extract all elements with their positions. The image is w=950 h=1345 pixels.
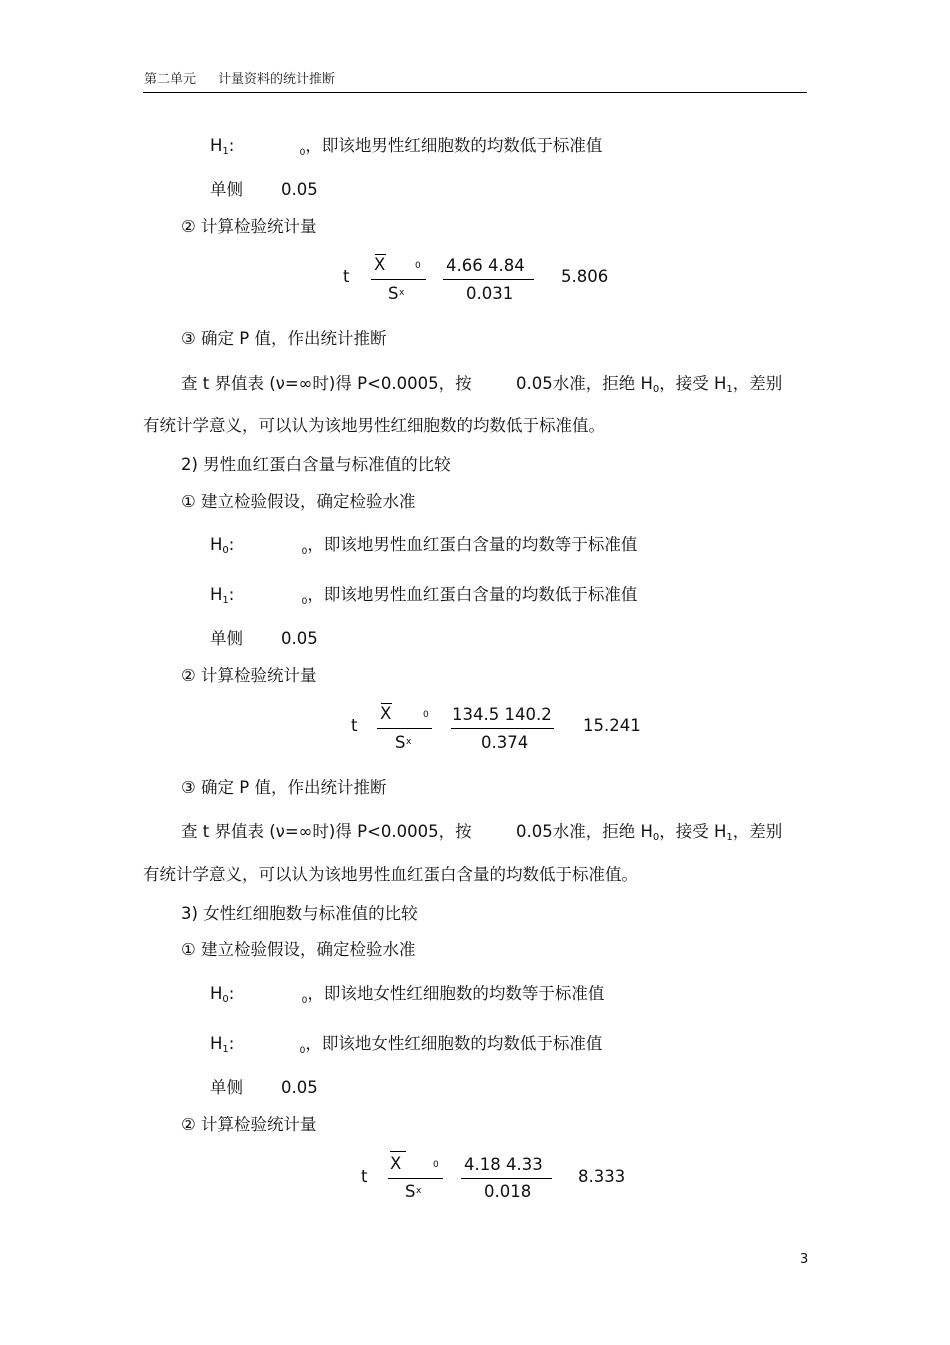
s3-h0-line: H0: $_0$，即该地女性红细胞数的均数等于标准值	[210, 984, 605, 1006]
s1-step3: ③ 确定 P 值，作出统计推断	[181, 329, 387, 348]
s2-step2: ② 计算检验统计量	[181, 666, 317, 685]
header-title: 计量资料的统计推断	[218, 72, 336, 87]
eq-numerator: 134.5 140.2	[452, 705, 552, 724]
s2-h1-line: H1: $_0$，即该地男性血红蛋白含量的均数低于标准值	[210, 585, 638, 607]
header-unit: 第二单元	[144, 72, 197, 87]
s3-title: 3) 女性红细胞数与标准值的比较	[181, 904, 418, 923]
eq-t: t	[361, 1167, 368, 1186]
s3-step2: ② 计算检验统计量	[181, 1115, 317, 1134]
eq-t: t	[343, 267, 350, 286]
s2-h0-line: H0: $_0$，即该地男性血红蛋白含量的均数等于标准值	[210, 535, 638, 557]
eq-result: 8.333	[578, 1167, 626, 1186]
s2-step3: ③ 确定 P 值，作出统计推断	[181, 778, 387, 797]
eq-denominator: 0.031	[466, 284, 514, 303]
eq-result: 5.806	[561, 267, 609, 286]
s2-step1: ① 建立检验假设，确定检验水准	[181, 492, 416, 511]
page-header	[144, 68, 335, 87]
s2-conclusion-line1: 查 t 界值表 (ν=∞时)得 P<0.0005，按 0.05水准，拒绝 H0，接受 H1，差别	[181, 822, 783, 843]
eq-t: t	[351, 716, 358, 735]
eq-xbar: X	[374, 255, 386, 274]
eq-denominator: 0.018	[484, 1182, 532, 1201]
page-number: 3	[800, 1252, 809, 1267]
s2-title: 2) 男性血红蛋白含量与标准值的比较	[181, 455, 451, 474]
s3-side-line: 单侧 0.05	[210, 1078, 318, 1097]
eq-result: 15.241	[583, 716, 641, 735]
s1-conclusion-line2: 有统计学意义，可以认为该地男性红细胞数的均数低于标准值。	[143, 416, 605, 435]
eq-numerator: 4.18 4.33	[464, 1155, 543, 1174]
s1-step2: ② 计算检验统计量	[181, 217, 317, 236]
header-rule	[143, 92, 807, 93]
s3-step1: ① 建立检验假设，确定检验水准	[181, 940, 416, 959]
s2-conclusion-line2: 有统计学意义，可以认为该地男性血红蛋白含量的均数低于标准值。	[143, 865, 638, 884]
s3-h1-line: H1: $_0$，即该地女性红细胞数的均数低于标准值	[210, 1034, 603, 1056]
s1-side-line: 单侧 0.05	[210, 180, 318, 199]
s1-h1-line: H1: $_0$，即该地男性红细胞数的均数低于标准值	[210, 136, 603, 158]
eq-xbar: X	[390, 1154, 402, 1173]
eq-xbar: X	[380, 704, 392, 723]
s1-conclusion-line1: 查 t 界值表 (ν=∞时)得 P<0.0005，按 0.05水准，拒绝 H0，接受 H1，差别	[181, 374, 783, 395]
eq-denominator: 0.374	[481, 733, 529, 752]
eq-numerator: 4.66 4.84	[446, 256, 525, 275]
s2-side-line: 单侧 0.05	[210, 629, 318, 648]
